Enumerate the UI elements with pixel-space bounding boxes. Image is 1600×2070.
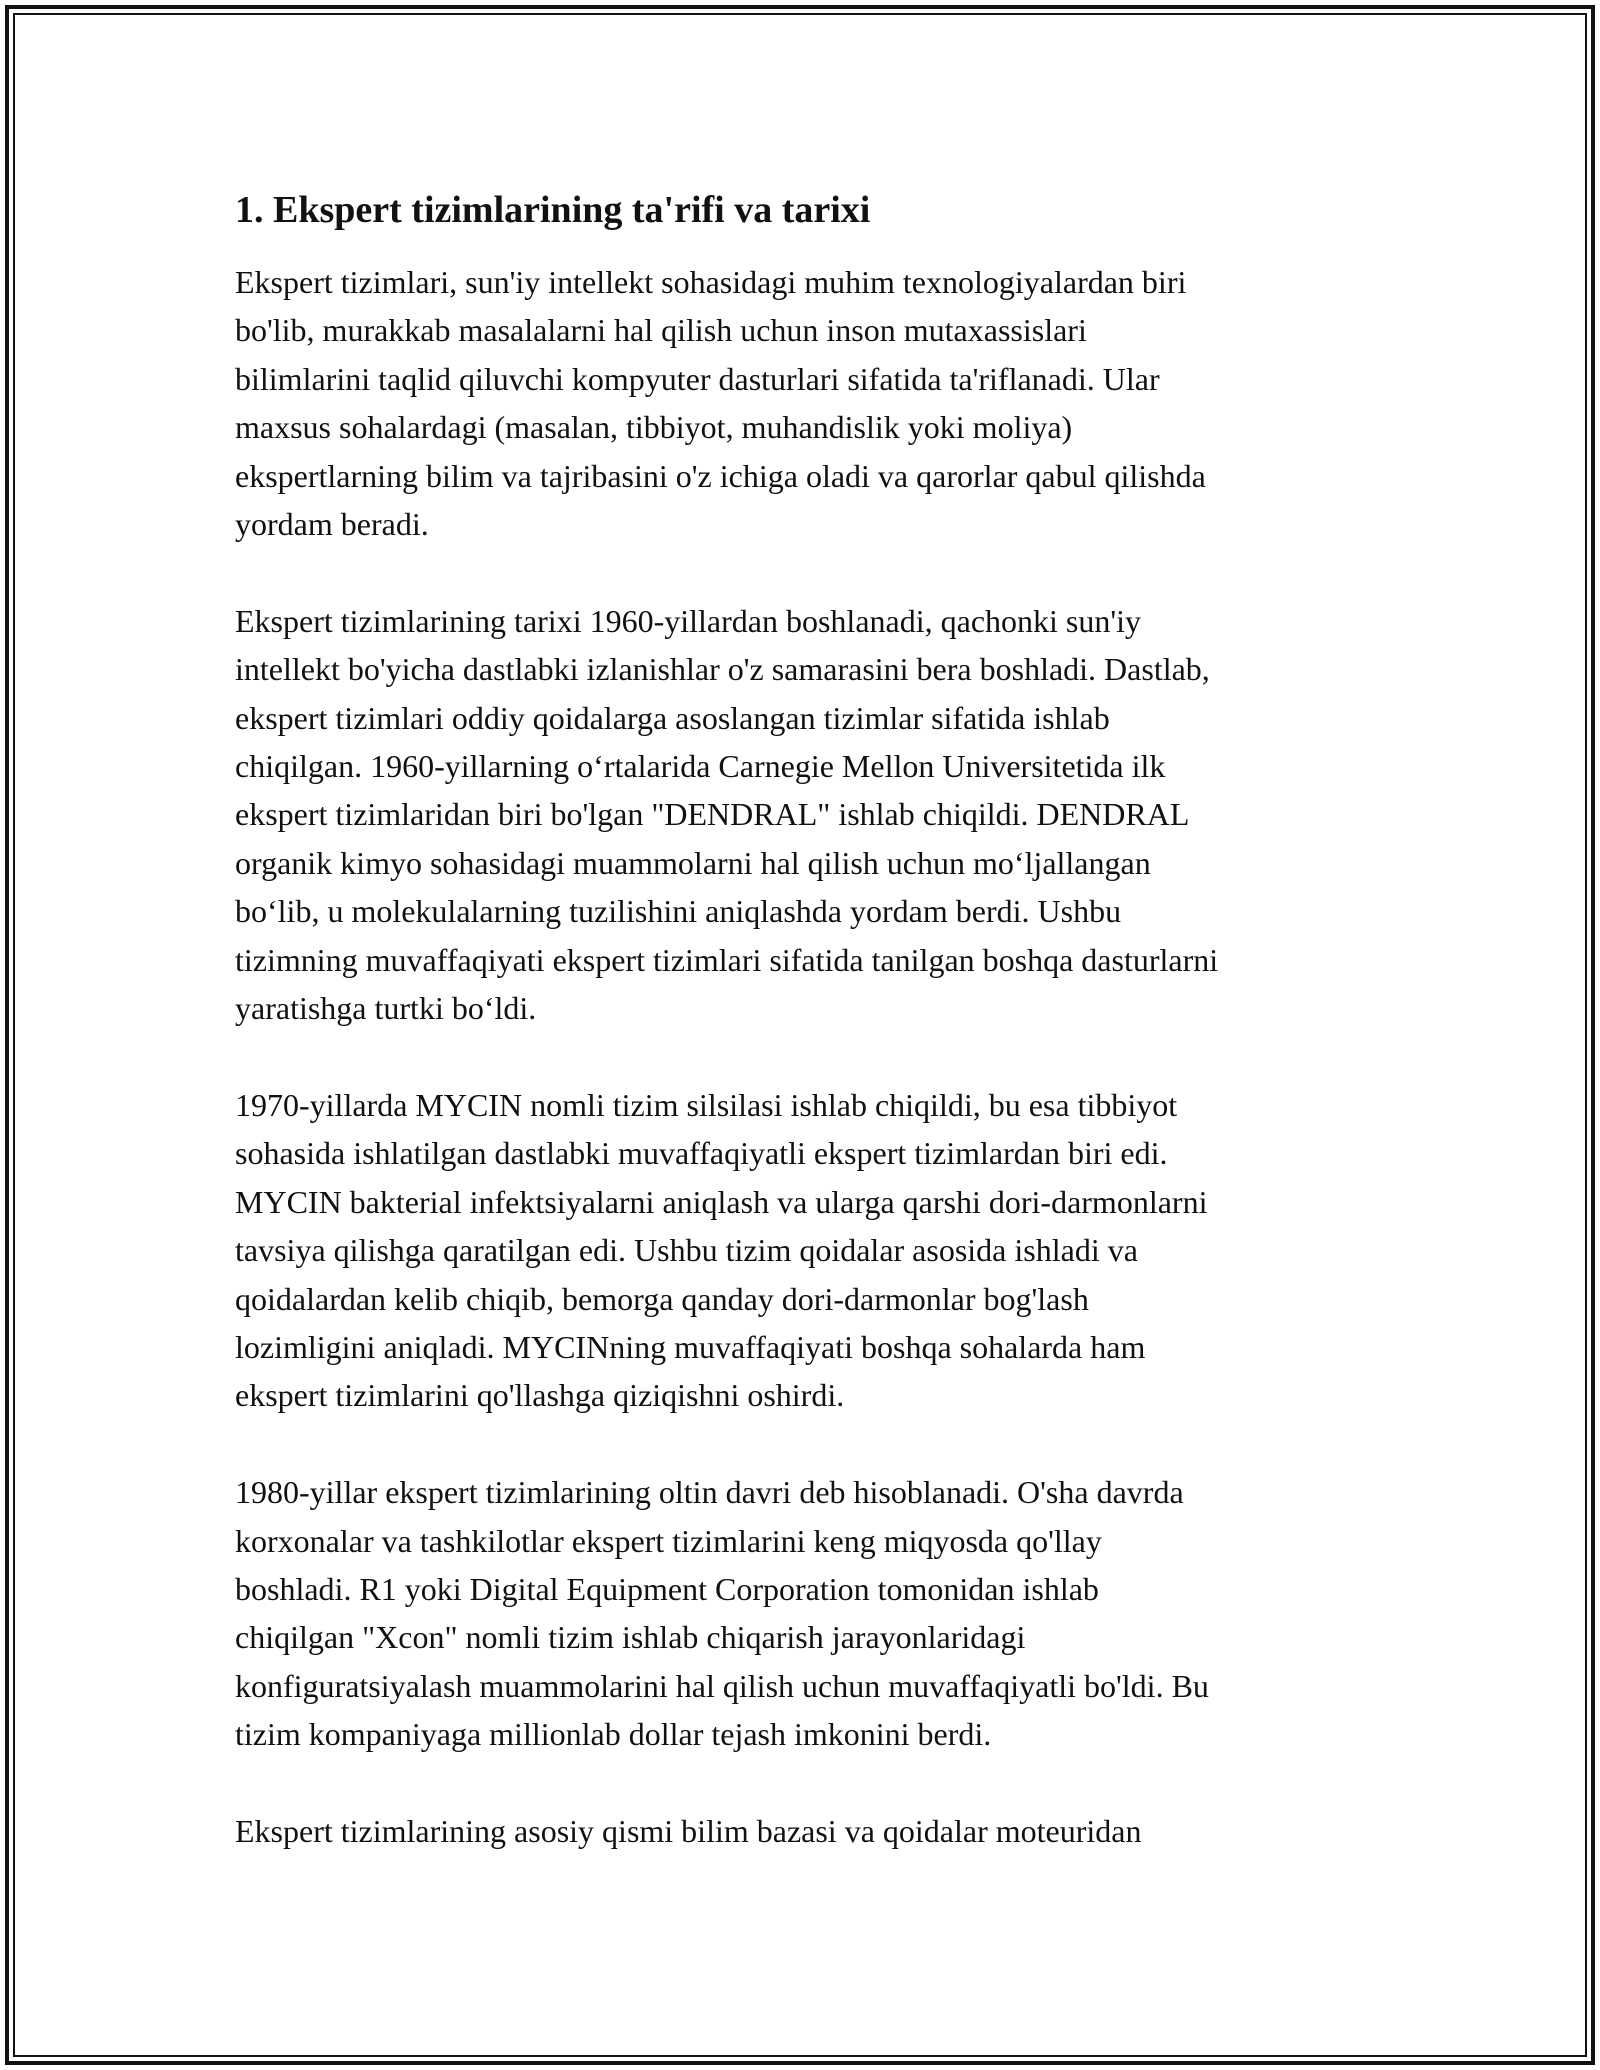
paragraph-line: Ekspert tizimlarining tarixi 1960-yillardan boshlanadi, qachonki sun'iy <box>235 602 1142 639</box>
paragraph-3 <box>235 1081 1375 1420</box>
paragraph-1 <box>235 258 1375 548</box>
paragraph-line: bilimlarini taqlid qiluvchi kompyuter dasturlari sifatida ta'riflanadi. Ular <box>235 360 1160 397</box>
paragraph-line: maxsus sohalardagi (masalan, tibbiyot, muhandislik yoki moliya) <box>235 409 1073 446</box>
paragraph-line: yaratishga turtki bo‘ldi. <box>235 990 537 1027</box>
paragraph-line: bo'lib, murakkab masalalarni hal qilish uchun inson mutaxassislari <box>235 312 1087 349</box>
document-body <box>235 186 1375 1904</box>
paragraph-line: ekspert tizimlari oddiy qoidalarga asoslangan tizimlar sifatida ishlab <box>235 699 1110 736</box>
paragraph-line: intellekt bo'yicha dastlabki izlanishlar o'z samarasini bera boshladi. Dastlab, <box>235 651 1210 688</box>
paragraph-4 <box>235 1468 1375 1758</box>
paragraph-5 <box>235 1807 1375 1855</box>
paragraph-line: tizimning muvaffaqiyati ekspert tizimlari sifatida tanilgan boshqa dasturlarni <box>235 941 1219 978</box>
paragraph-line: yordam beradi. <box>235 506 429 543</box>
paragraph-line: 1980-yillar ekspert tizimlarining oltin davri deb hisoblanadi. O'sha davrda <box>235 1474 1184 1511</box>
paragraph-line: organik kimyo sohasidagi muammolarni hal qilish uchun mo‘ljallangan <box>235 844 1151 881</box>
section-heading: 1. Ekspert tizimlarining ta'rifi va tarixi <box>235 189 871 231</box>
paragraph-list <box>235 258 1375 1855</box>
paragraph-line: ekspertlarning bilim va tajribasini o'z ichiga oladi va qarorlar qabul qilishda <box>235 457 1206 494</box>
paragraph-line: ekspert tizimlarini qo'llashga qiziqishni oshirdi. <box>235 1377 845 1414</box>
paragraph-line: chiqilgan. 1960-yillarning o‘rtalarida Carnegie Mellon Universitetida ilk <box>235 748 1166 785</box>
paragraph-line: korxonalar va tashkilotlar ekspert tizimlarini keng miqyosda qo'llay <box>235 1522 1102 1559</box>
paragraph-line: 1970-yillarda MYCIN nomli tizim silsilasi ishlab chiqildi, bu esa tibbiyot <box>235 1086 1178 1123</box>
paragraph-line: tizim kompaniyaga millionlab dollar tejash imkonini berdi. <box>235 1716 992 1753</box>
paragraph-line: chiqilgan "Xcon" nomli tizim ishlab chiqarish jarayonlaridagi <box>235 1619 1026 1656</box>
paragraph-line: MYCIN bakterial infektsiyalarni aniqlash va ularga qarshi dori-darmonlarni <box>235 1183 1208 1220</box>
paragraph-line: Ekspert tizimlari, sun'iy intellekt sohasidagi muhim texnologiyalardan biri <box>235 264 1187 300</box>
paragraph-line: bo‘lib, u molekulalarning tuzilishini aniqlashda yordam berdi. Ushbu <box>235 893 1122 930</box>
paragraph-line: tavsiya qilishga qaratilgan edi. Ushbu tizim qoidalar asosida ishladi va <box>235 1232 1138 1269</box>
paragraph-line: Ekspert tizimlarining asosiy qismi bilim bazasi va qoidalar moteuridan <box>235 1812 1142 1849</box>
paragraph-line: boshladi. R1 yoki Digital Equipment Corporation tomonidan ishlab <box>235 1570 1099 1607</box>
paragraph-line: lozimligini aniqladi. MYCINning muvaffaqiyati boshqa sohalarda ham <box>235 1328 1146 1365</box>
paragraph-line: konfiguratsiyalash muammolarini hal qilish uchun muvaffaqiyatli bo'ldi. Bu <box>235 1667 1209 1704</box>
paragraph-line: qoidalardan kelib chiqib, bemorga qanday dori-darmonlar bog'lash <box>235 1280 1089 1317</box>
paragraph-2 <box>235 597 1375 1033</box>
paragraph-line: sohasida ishlatilgan dastlabki muvaffaqiyatli ekspert tizimlardan biri edi. <box>235 1135 1168 1172</box>
paragraph-line: ekspert tizimlaridan biri bo'lgan "DENDRAL" ishlab chiqildi. DENDRAL <box>235 796 1190 833</box>
